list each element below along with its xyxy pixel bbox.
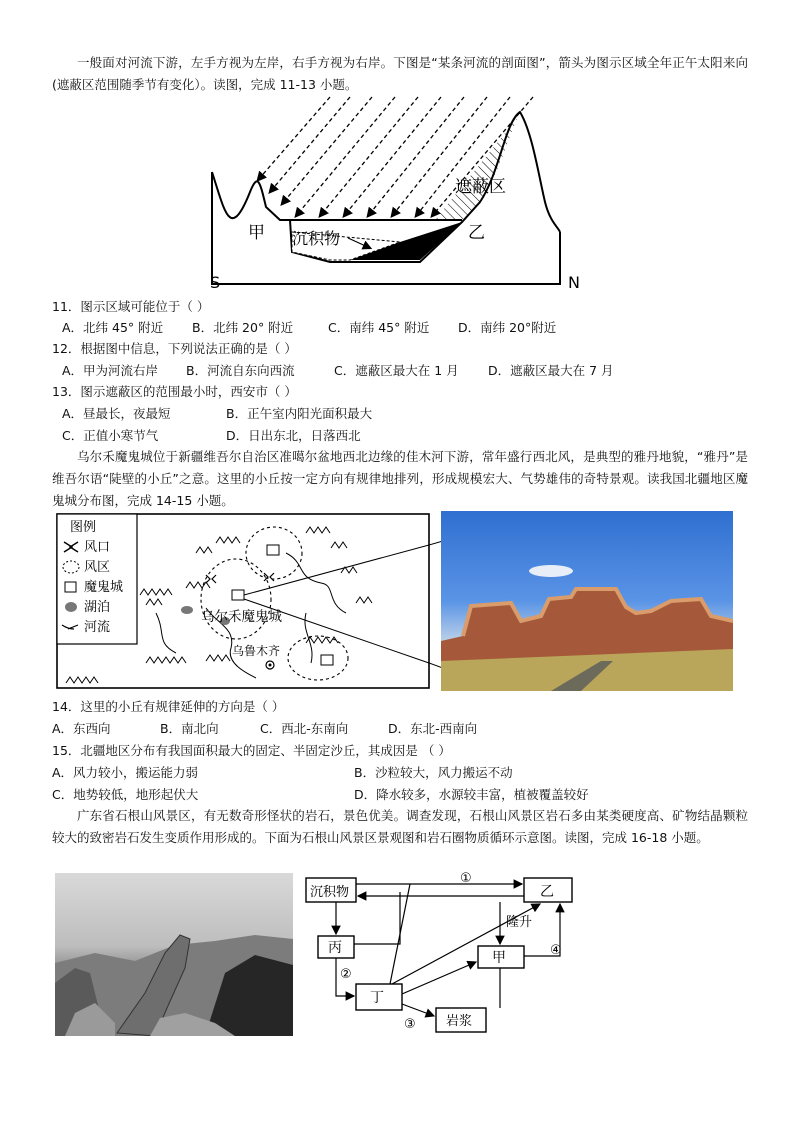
q12-option-b: B．河流自东向西流 [186, 363, 295, 378]
node-jia: 甲 [492, 950, 506, 966]
q11-option-c: C．南纬 45° 附近 [328, 320, 430, 335]
q14-option-a: A．东西向 [52, 721, 111, 736]
q11-option-d: D．南纬 20°附近 [458, 320, 557, 335]
arrow-label-2: ② [340, 967, 352, 982]
right-bank-label: 乙 [468, 223, 485, 243]
q15-option-c: C．地势较低，地形起伏大 [52, 787, 199, 802]
q11-option-a: A．北纬 45° 附近 [62, 320, 164, 335]
q14-option-b: B．南北向 [160, 721, 219, 736]
legend-lake-label: 湖泊 [84, 600, 111, 615]
left-bank-label: 甲 [248, 223, 265, 243]
q14-option-c: C．西北-东南向 [260, 721, 349, 736]
intro-paragraph-3: 广东省石根山风景区，有无数奇形怪状的岩石，景色优美。调查发现，石根山风景区岩石多由某类硬度高、矿物结晶颗粒较大的致密岩石发生变质作用形成的。下面为石根山风景区景观图和岩石圈物质循环示意图。读图，完成 16-18 小题。 [52, 808, 748, 845]
river-profile-figure [200, 92, 580, 292]
node-sediment: 沉积物 [310, 885, 350, 900]
question-11-stem: 11．图示区域可能位于（ ） [52, 299, 210, 314]
shigen-mountain-photo [55, 873, 293, 1036]
legend-city-label: 魔鬼城 [84, 580, 124, 595]
q13-option-d: D．日出东北，日落西北 [226, 428, 361, 443]
q15-option-a: A．风力较小，搬运能力弱 [52, 765, 199, 780]
q15-option-d: D．降水较多，水源较丰富，植被覆盖较好 [354, 787, 589, 802]
node-magma: 岩浆 [446, 1014, 473, 1029]
rock-cycle-diagram [300, 866, 590, 1038]
ghost-city-icon [65, 582, 76, 592]
arrow-label-3: ③ [404, 1017, 416, 1032]
q15-option-b: B．沙粒较大，风力搬运不动 [354, 765, 513, 780]
legend-river-label: 河流 [84, 620, 111, 635]
arrow-label-4: ④ [550, 943, 562, 958]
south-label: S [210, 273, 221, 292]
urumqi-label: 乌鲁木齐 [232, 644, 281, 658]
urho-label: 乌尔禾魔鬼城 [201, 609, 282, 625]
north-label: N [568, 273, 580, 292]
q13-option-c: C．正值小寒节气 [62, 428, 159, 443]
node-yi: 乙 [540, 884, 554, 900]
intro-paragraph-1: 一般面对河流下游，左手方视为左岸，右手方视为右岸。下图是“某条河流的剖面图”，箭头为图示区域全年正午太阳来向(遮蔽区范围随季节有变化）。读图，完成 11-13 小题。 [52, 55, 748, 92]
yardang-photo [441, 511, 733, 691]
question-15-stem: 15．北疆地区分布有我国面积最大的固定、半固定沙丘，其成因是 （ ） [52, 743, 451, 758]
q13-option-a: A．昼最长，夜最短 [62, 406, 171, 421]
legend-pass-label: 风口 [84, 540, 111, 555]
shade-zone-label: 遮蔽区 [455, 177, 506, 197]
arrow-label-1: ① [460, 871, 472, 886]
q12-option-d: D．遮蔽区最大在 7 月 [488, 363, 614, 378]
legend-wind-label: 风区 [84, 560, 111, 575]
q12-option-c: C．遮蔽区最大在 1 月 [334, 363, 459, 378]
legend-title: 图例 [70, 520, 97, 535]
intro-paragraph-2: 乌尔禾魔鬼城位于新疆维吾尔自治区准噶尔盆地西北边缘的佳木河下游，常年盛行西北风，是典型的雅丹地貌，“雅丹”是维吾尔语“陡壁的小丘”之意。这里的小丘按一定方向有规律地排列，形成规模宏大、气势雄伟的奇特景观。读我国北疆地区魔鬼城分布图，完成 14-15 小题。 [52, 449, 748, 508]
question-14-stem: 14．这里的小丘有规律延伸的方向是（ ） [52, 699, 285, 714]
node-bing: 丙 [328, 940, 342, 956]
question-13-stem: 13．图示遮蔽区的范围最小时，西安市（ ） [52, 384, 297, 399]
node-ding: 丁 [370, 990, 384, 1006]
question-12-stem: 12．根据图中信息，下列说法正确的是（ ） [52, 341, 297, 356]
uplift-label: 隆升 [506, 915, 533, 930]
sediment-label: 沉积物 [292, 229, 341, 248]
lake-icon [65, 602, 77, 612]
q13-option-b: B．正午室内阳光面积最大 [226, 406, 373, 421]
q11-option-b: B．北纬 20° 附近 [192, 320, 294, 335]
q12-option-a: A．甲为河流右岸 [62, 363, 159, 378]
q14-option-d: D．东北-西南向 [388, 721, 478, 736]
north-xinjiang-map [56, 513, 430, 689]
